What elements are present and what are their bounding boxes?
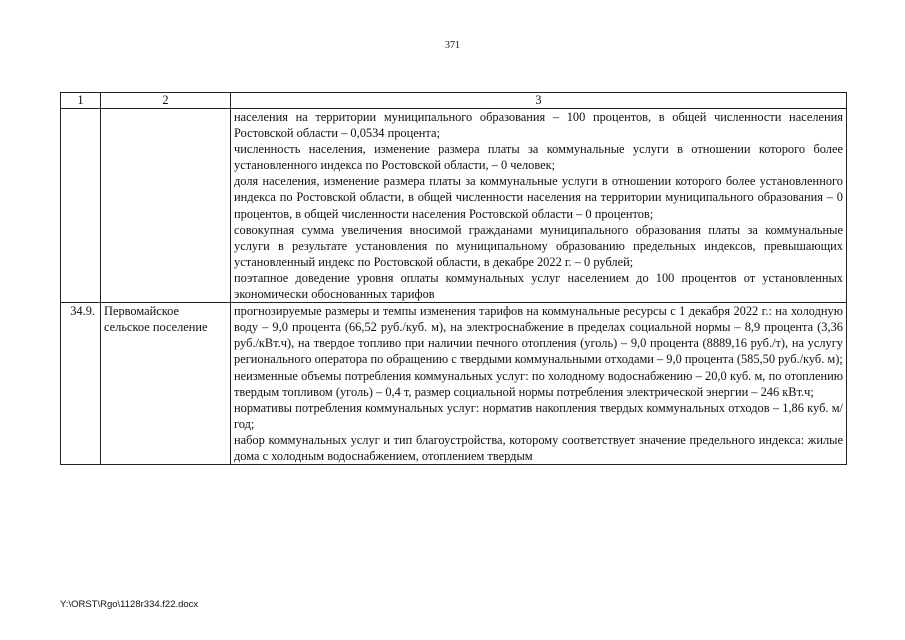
content-paragraph: неизменные объемы потребления коммунальных услуг: по холодному водоснабжению – 20,0 куб. м, по отоплению твердым топливом (уголь) – 0,4 т, размер социальной нормы потребления электрической энергии – 246 кВт.ч; <box>234 368 843 399</box>
municipality-name <box>101 109 231 303</box>
document-table <box>60 92 847 465</box>
content-paragraph: нормативы потребления коммунальных услуг: норматив накопления твердых коммунальных отходов – 1,86 куб. м/год; <box>234 400 843 431</box>
table-row <box>61 303 847 465</box>
column-header-1: 1 <box>61 93 101 109</box>
content-paragraph: совокупная сумма увеличения вносимой гражданами муниципального образования платы за коммунальные услуги в результате установления по муниципальному образованию предельных индексов, превышающих установленный индекс по Ростовской области, в декабре 2022 г. – 0 рублей; <box>234 222 843 269</box>
municipality-name: Первомайское сельское поселение <box>101 303 231 465</box>
file-path-footer: Y:\ORST\Rgo\1128r334.f22.docx <box>60 599 199 610</box>
content-paragraph: численность населения, изменение размера платы за коммунальные услуги в отношении которого более установленного индекса по Ростовской области, – 0 человек; <box>234 142 843 173</box>
table-row <box>61 109 847 303</box>
row-number: 34.9. <box>61 303 101 465</box>
row-content <box>231 109 847 303</box>
page-number: 371 <box>445 40 460 51</box>
content-paragraph: населения на территории муниципального образования – 100 процентов, в общей численности населения Ростовской области – 0,0534 процента; <box>234 110 843 141</box>
table-header-row <box>61 93 847 109</box>
content-paragraph: доля населения, изменение размера платы за коммунальные услуги в отношении которого более установленного индекса по Ростовской области, в общей численности населения на территории муниципального образования – 0 процентов, в общей численности населения Ростовской области – 0 процентов; <box>234 174 843 221</box>
content-paragraph: прогнозируемые размеры и темпы изменения тарифов на коммунальные ресурсы с 1 декабря 2022 г.: на холодную воду – 9,0 процента (66,52 руб./куб. м), на электроснабжение в пределах социальной нормы – 8,9 процента (3,36 руб./кВт.ч), на твердое топливо при наличии печного отопления (уголь) – 9,0 процента (8889,16 руб./т), на услугу регионального оператора по обращению с твердыми коммунальными отходами – 9,0 процента (585,50 руб./куб. м); <box>234 304 843 367</box>
row-content <box>231 303 847 465</box>
column-header-2: 2 <box>101 93 231 109</box>
content-paragraph: поэтапное доведение уровня оплаты коммунальных услуг населением до 100 процентов от установленных экономически обоснованных тарифов <box>234 270 843 302</box>
row-number <box>61 109 101 303</box>
content-paragraph: набор коммунальных услуг и тип благоустройства, которому соответствует значение предельного индекса: жилые дома с холодным водоснабжением, отоплением твердым <box>234 432 843 463</box>
column-header-3: 3 <box>231 93 847 109</box>
